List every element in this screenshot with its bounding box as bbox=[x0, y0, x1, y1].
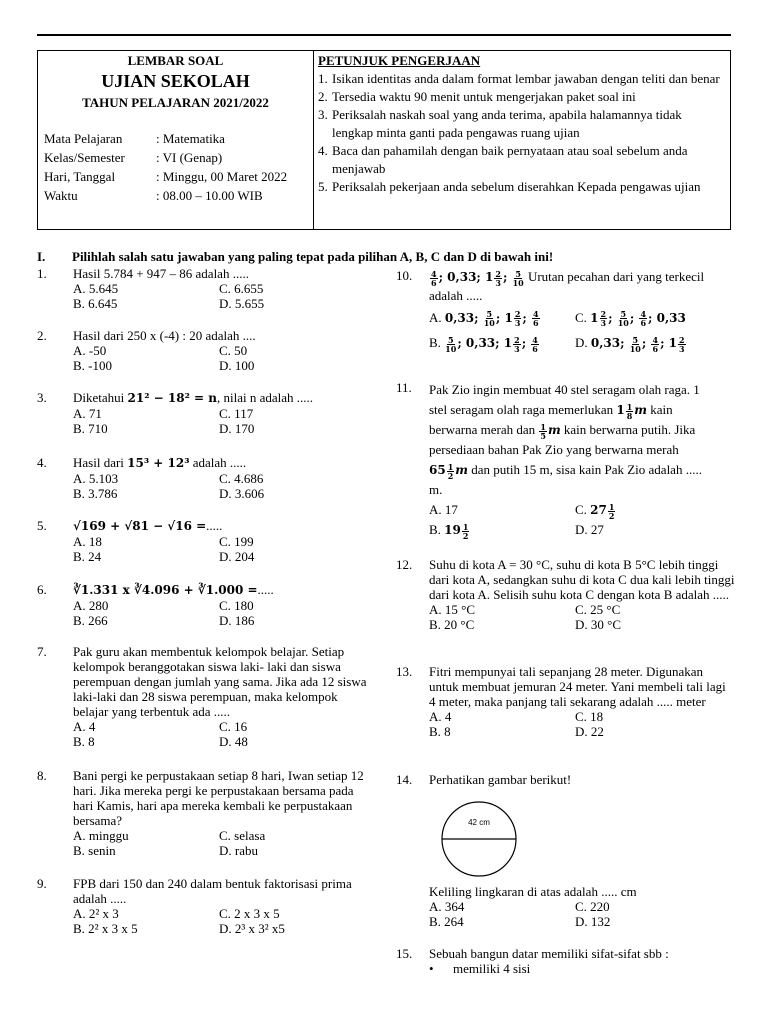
question-text: Perhatikan gambar berikut! bbox=[429, 772, 572, 787]
math-expression: 21² − 18² = n bbox=[127, 391, 217, 405]
instruction-item bbox=[318, 88, 726, 106]
options bbox=[73, 343, 373, 373]
instruction-num: 2. bbox=[318, 89, 328, 104]
option-d: D. 186 bbox=[219, 613, 255, 628]
question-num: 2. bbox=[37, 328, 47, 343]
question-text: Hasil dari 250 x (-4) : 20 adalah .... bbox=[73, 328, 256, 343]
school-year: TAHUN PELAJARAN 2021/2022 bbox=[82, 95, 269, 110]
math-expression: 15³ + 12³ bbox=[127, 456, 190, 470]
option-c: C. 117 bbox=[219, 406, 254, 421]
top-rule bbox=[37, 34, 731, 36]
option-c: C. 2 x 3 x 5 bbox=[219, 906, 280, 921]
option-c: C. 4.686 bbox=[219, 471, 264, 486]
info-row bbox=[44, 129, 287, 148]
question-text-line: 65 $\frac{1}{2}$ m dan putih 15 m, sisa kain Pak Zio adalah ..... bbox=[429, 461, 702, 481]
question-text: Suhu di kota A = 30 °C, suhu di kota B 5°C lebih tinggi dari kota A, sedangkan suhu di kota C dua kali lebih tinggi dari kota A. Selisih suhu kota C dengan kota B adalah ..... bbox=[429, 557, 735, 602]
instruction-item bbox=[318, 142, 726, 178]
header-identity bbox=[38, 51, 314, 229]
instruction-item bbox=[318, 106, 726, 142]
text: stel seragam olah raga memerlukan bbox=[429, 402, 614, 417]
question-num: 8. bbox=[37, 768, 47, 783]
instruction-num: 3. bbox=[318, 107, 328, 122]
option-b: B. 3.786 bbox=[73, 486, 118, 501]
question-num: 5. bbox=[37, 518, 47, 533]
info-key: Waktu bbox=[44, 188, 78, 203]
options bbox=[73, 534, 373, 564]
question-text: Sebuah bangun datar memiliki sifat-sifat sbb : bbox=[429, 946, 669, 961]
options bbox=[73, 598, 373, 628]
option-b: B. 20 °C bbox=[429, 617, 475, 632]
option-d: D. 170 bbox=[219, 421, 255, 436]
option-a: A. -50 bbox=[73, 343, 107, 358]
option-c: C. 180 bbox=[219, 598, 254, 613]
option-d: D. 204 bbox=[219, 549, 255, 564]
option-label: C. bbox=[575, 502, 587, 517]
section-heading bbox=[37, 249, 553, 264]
instruction-text: Periksalah naskah soal yang anda terima, apabila halamannya tidak lengkap minta ganti pada pengawas ruang ujian bbox=[332, 107, 682, 140]
text-post: ..... bbox=[206, 518, 223, 533]
question-num: 11. bbox=[396, 380, 412, 395]
instruction-text: Periksalah pekerjaan anda sebelum diserahkan Kepada pengawas ujian bbox=[332, 179, 701, 194]
option-b: B. 8 bbox=[429, 724, 451, 739]
info-value: : VI (Genap) bbox=[156, 150, 223, 165]
option-label: B. bbox=[429, 335, 441, 351]
math-expression: ; bbox=[502, 270, 512, 284]
instruction-text: Isikan identitas anda dalam format lembar jawaban dengan teliti dan benar bbox=[332, 71, 720, 86]
option-c: C. selasa bbox=[219, 828, 266, 843]
exam-info bbox=[44, 129, 287, 205]
question-num: 14. bbox=[396, 772, 413, 787]
question-text bbox=[73, 455, 373, 471]
question-num: 12. bbox=[396, 557, 413, 572]
question-num: 4. bbox=[37, 455, 47, 470]
option-label: B. bbox=[429, 522, 441, 537]
option-d: D. 0,33; $\frac{5}{10}$ ; $\frac{4}{6}$ ; 1 $\frac{2}{3}$ bbox=[575, 334, 685, 354]
fraction: $\frac{2}{3}$ bbox=[495, 268, 501, 288]
question-text-line: persediaan bahan Pak Zio yang berwarna merah bbox=[429, 442, 679, 457]
text-pre: Diketahui bbox=[73, 390, 125, 405]
question-text-line: m. bbox=[429, 482, 443, 497]
instruction-item bbox=[318, 70, 726, 88]
text-post: ..... bbox=[257, 582, 274, 597]
options bbox=[73, 471, 373, 501]
option-b: B. 19 $\frac{1}{2}$ bbox=[429, 521, 469, 541]
options bbox=[429, 899, 734, 929]
option-d: D. rabu bbox=[219, 843, 258, 858]
question-text: Hasil 5.784 + 947 – 86 adalah ..... bbox=[73, 266, 249, 281]
option-b: B. senin bbox=[73, 843, 116, 858]
math-expression: ; 0,33; 1 bbox=[438, 270, 494, 284]
question-num: 10. bbox=[396, 268, 413, 283]
question-text-line: berwarna merah dan $\frac{1}{5}$ m kain berwarna putih. Jika bbox=[429, 421, 696, 441]
option-b: B. 8 bbox=[73, 734, 95, 749]
option-d: D. 100 bbox=[219, 358, 255, 373]
bullet-item bbox=[429, 961, 734, 976]
bullet-icon: • bbox=[429, 961, 434, 976]
instruction-num: 4. bbox=[318, 143, 328, 158]
header-box bbox=[37, 50, 731, 230]
diameter-label: 42 cm bbox=[468, 818, 490, 827]
option-label: C. bbox=[575, 309, 587, 325]
options bbox=[429, 602, 737, 632]
option-a: A. 5.645 bbox=[73, 281, 119, 296]
circle-figure bbox=[433, 801, 525, 877]
fraction: $\frac{4}{6}$ bbox=[431, 268, 437, 288]
exam-title: UJIAN SEKOLAH bbox=[101, 71, 250, 91]
question-num: 15. bbox=[396, 946, 413, 961]
info-row bbox=[44, 148, 287, 167]
info-key: Kelas/Semester bbox=[44, 150, 125, 165]
instruction-num: 1. bbox=[318, 71, 328, 86]
question-text-body: Urutan pecahan dari yang terkecil adalah ..... bbox=[429, 269, 705, 303]
question-text bbox=[73, 582, 373, 598]
option-c: C. 18 bbox=[575, 709, 604, 724]
option-b: B. 2² x 3 x 5 bbox=[73, 921, 138, 936]
option-a: A. 4 bbox=[429, 709, 452, 724]
instruction-text: Tersedia waktu 90 menit untuk mengerjakan paket soal ini bbox=[332, 89, 636, 104]
question-text-line: stel seragam olah raga memerlukan 1 $\frac{1}{8}$ m kain bbox=[429, 401, 673, 421]
option-a: A. 0,33; $\frac{5}{10}$ ; 1 $\frac{2}{3}$ ; $\frac{4}{6}$ bbox=[429, 309, 539, 329]
question-num: 1. bbox=[37, 266, 47, 281]
question-text: Fitri mempunyai tali sepanjang 28 meter. Digunakan untuk membuat jemuran 24 meter. Yani membeli tali lagi 4 meter, maka panjang tali sekarang adalah ..... meter bbox=[429, 664, 726, 709]
option-b: B. 24 bbox=[73, 549, 102, 564]
option-d: D. 27 bbox=[575, 522, 604, 537]
text-pre: Hasil dari bbox=[73, 455, 124, 470]
option-d: D. 30 °C bbox=[575, 617, 622, 632]
info-value: : 08.00 – 10.00 WIB bbox=[156, 188, 263, 203]
math-expression: √169 + √81 − √16 = bbox=[73, 519, 207, 533]
question-text-line: Pak Zio ingin membuat 40 stel seragam olah raga. 1 bbox=[429, 382, 700, 397]
option-c: C. 16 bbox=[219, 719, 248, 734]
instruction-text: Baca dan pahamilah dengan baik pernyataan atau soal sebelum anda menjawab bbox=[332, 143, 688, 176]
options bbox=[73, 719, 373, 749]
options bbox=[73, 906, 373, 936]
question-text bbox=[73, 390, 373, 406]
option-b: B. $\frac{5}{10}$ ; 0,33; 1 $\frac{2}{3}$ ; $\frac{4}{6}$ bbox=[429, 334, 538, 354]
option-d: D. 3.606 bbox=[219, 486, 265, 501]
option-c: C. 50 bbox=[219, 343, 248, 358]
info-row bbox=[44, 186, 287, 205]
option-c: C. 220 bbox=[575, 899, 610, 914]
option-a: A. 5.103 bbox=[73, 471, 119, 486]
text: dan putih 15 m, sisa kain Pak Zio adalah ..... bbox=[471, 462, 702, 477]
sheet-title: LEMBAR SOAL bbox=[127, 53, 224, 68]
option-d: D. 22 bbox=[575, 724, 604, 739]
option-d: D. 48 bbox=[219, 734, 248, 749]
option-d: D. 2³ x 3² x5 bbox=[219, 921, 285, 936]
text-post: adalah ..... bbox=[189, 455, 247, 470]
question-num: 13. bbox=[396, 664, 413, 679]
question-text: Pak guru akan membentuk kelompok belajar. Setiap kelompok beranggotakan siswa laki- laki dan siswa perempuan dengan jumlah yang sama. Jika ada 12 siswa laki-laki dan 28 siswa perempuan, maka kelompok belajar yang terbentuk ada ..... bbox=[73, 644, 367, 719]
option-c: C. 1 $\frac{2}{3}$ ; $\frac{5}{10}$ ; $\frac{4}{6}$ ; 0,33 bbox=[575, 309, 686, 329]
option-d: D. 5.655 bbox=[219, 296, 265, 311]
instruction-item bbox=[318, 178, 726, 196]
question-text: Keliling lingkaran di atas adalah ..... cm bbox=[429, 884, 637, 899]
question-num: 3. bbox=[37, 390, 47, 405]
option-label: D. bbox=[575, 335, 588, 351]
text: kain berwarna putih. Jika bbox=[563, 422, 696, 437]
text: kain bbox=[650, 402, 673, 417]
info-key: Hari, Tanggal bbox=[44, 169, 116, 184]
option-a: A. 364 bbox=[429, 899, 465, 914]
option-a: A. minggu bbox=[73, 828, 129, 843]
options bbox=[429, 500, 739, 540]
option-a: A. 2² x 3 bbox=[73, 906, 119, 921]
options bbox=[73, 828, 376, 858]
option-d: D. 132 bbox=[575, 914, 611, 929]
options bbox=[73, 281, 373, 311]
option-a: A. 280 bbox=[73, 598, 109, 613]
option-a: A. 15 °C bbox=[429, 602, 476, 617]
question-text bbox=[429, 268, 734, 304]
instruction-num: 5. bbox=[318, 179, 328, 194]
question-text: Bani pergi ke perpustakaan setiap 8 hari, Iwan setiap 12 hari. Jika mereka pergi ke perpustakaan bersama pada hari Kamis, hari apa mereka kembali ke perpustakaan bersama? bbox=[73, 768, 364, 828]
question-text bbox=[73, 518, 373, 534]
option-b: B. 710 bbox=[73, 421, 108, 436]
info-row bbox=[44, 167, 287, 186]
options bbox=[429, 709, 734, 739]
question-num: 7. bbox=[37, 644, 47, 659]
option-a: A. 18 bbox=[73, 534, 102, 549]
text: berwarna merah dan bbox=[429, 422, 536, 437]
section-num: I. bbox=[37, 249, 46, 264]
option-c: C. 199 bbox=[219, 534, 254, 549]
option-b: B. 266 bbox=[73, 613, 108, 628]
info-value: : Minggu, 00 Maret 2022 bbox=[156, 169, 288, 184]
option-b: B. -100 bbox=[73, 358, 112, 373]
option-c: C. 6.655 bbox=[219, 281, 264, 296]
options bbox=[429, 310, 734, 353]
options bbox=[73, 406, 373, 436]
info-value: : Matematika bbox=[156, 131, 225, 146]
option-c: C. 25 °C bbox=[575, 602, 621, 617]
section-text: Pilihlah salah satu jawaban yang paling tepat pada pilihan A, B, C dan D di bawah ini! bbox=[72, 249, 554, 264]
option-a: A. 71 bbox=[73, 406, 102, 421]
bullet-text: memiliki 4 sisi bbox=[453, 961, 531, 976]
instructions-list bbox=[318, 70, 726, 196]
question-num: 6. bbox=[37, 582, 47, 597]
question-num: 9. bbox=[37, 876, 47, 891]
option-b: B. 264 bbox=[429, 914, 464, 929]
fraction: $\frac{5}{10}$ bbox=[512, 268, 524, 288]
text-post: , nilai n adalah ..... bbox=[216, 390, 314, 405]
option-c: C. 27 $\frac{1}{2}$ bbox=[575, 501, 615, 521]
info-key: Mata Pelajaran bbox=[44, 131, 123, 146]
option-b: B. 6.645 bbox=[73, 296, 118, 311]
option-a: A. 4 bbox=[73, 719, 96, 734]
instructions-title: PETUNJUK PENGERJAAN bbox=[318, 53, 481, 68]
option-label: A. bbox=[429, 309, 442, 325]
math-expression: ∛1.331 x ∛4.096 + ∛1.000 = bbox=[73, 583, 258, 597]
question-text: FPB dari 150 dan 240 dalam bentuk faktorisasi prima adalah ..... bbox=[73, 876, 352, 906]
option-a: A. 17 bbox=[429, 502, 458, 517]
